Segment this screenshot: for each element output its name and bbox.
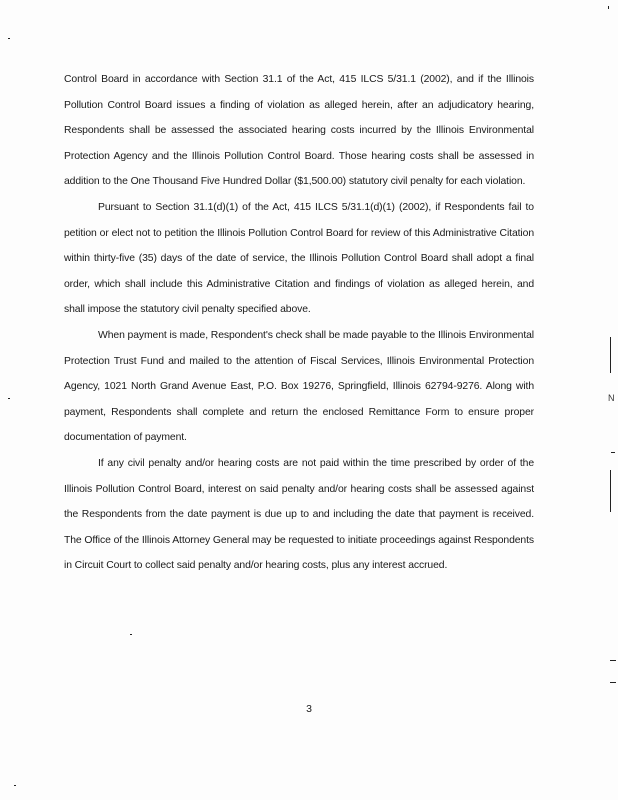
paragraph-interest-collection: If any civil penalty and/or hearing costs are not paid within the time prescribed by order of the Illinois Pollution Control Board, interest on said penalty and/or hearing costs shall be assessed against the Respondents from the date payment is due up to and including the date that payment is received. The Office of the Illinois Attorney General may be requested to initiate proceedings against Respondents in Circuit Court to collect said penalty and/or hearing costs, plus any interest accrued.: [64, 457, 534, 572]
paragraph-payment-instructions: When payment is made, Respondent's check shall be made payable to the Illinois Environmental Protection Trust Fund and mailed to the attention of Fiscal Services, Illinois Environmental Protection Agency, 1021 North Grand Avenue East, P.O. Box 19276, Springfield, Illinois 62794-9276. Along with payment, Respondents shall complete and return the enclosed Remittance Form to ensure proper documentation of payment.: [64, 329, 534, 444]
scan-artifact: [610, 337, 611, 373]
scan-artifact: [130, 634, 132, 635]
margin-mark: N: [608, 393, 615, 403]
document-body: [64, 67, 534, 579]
scan-artifact: [611, 452, 615, 453]
scan-artifact: [8, 398, 10, 399]
scan-artifact: [610, 470, 611, 512]
scan-artifact: [610, 660, 616, 661]
page-number: 3: [306, 703, 312, 715]
paragraph-hearing-costs: Control Board in accordance with Section 31.1 of the Act, 415 ILCS 5/31.1 (2002), and if the Illinois Pollution Control Board issues a finding of violation as alleged herein, after an adjudicatory hearing, Respondents shall be assessed the associated hearing costs incurred by the Illinois Environmental Protection Agency and the Illinois Pollution Control Board. Those hearing costs shall be assessed in addition to the One Thousand Five Hundred Dollar ($1,500.00) statutory civil penalty for each violation.: [64, 74, 534, 188]
scan-artifact: [608, 6, 609, 9]
scan-artifact: [14, 785, 16, 786]
scan-artifact: [610, 682, 616, 683]
paragraph-final-order: Pursuant to Section 31.1(d)(1) of the Act, 415 ILCS 5/31.1(d)(1) (2002), if Respondents fail to petition or elect not to petition the Illinois Pollution Control Board for review of this Administrative Citation within thirty-five (35) days of the date of service, the Illinois Pollution Control Board shall adopt a final order, which shall include this Administrative Citation and findings of violation as alleged herein, and shall impose the statutory civil penalty specified above.: [64, 201, 534, 316]
scan-artifact: [8, 38, 10, 39]
